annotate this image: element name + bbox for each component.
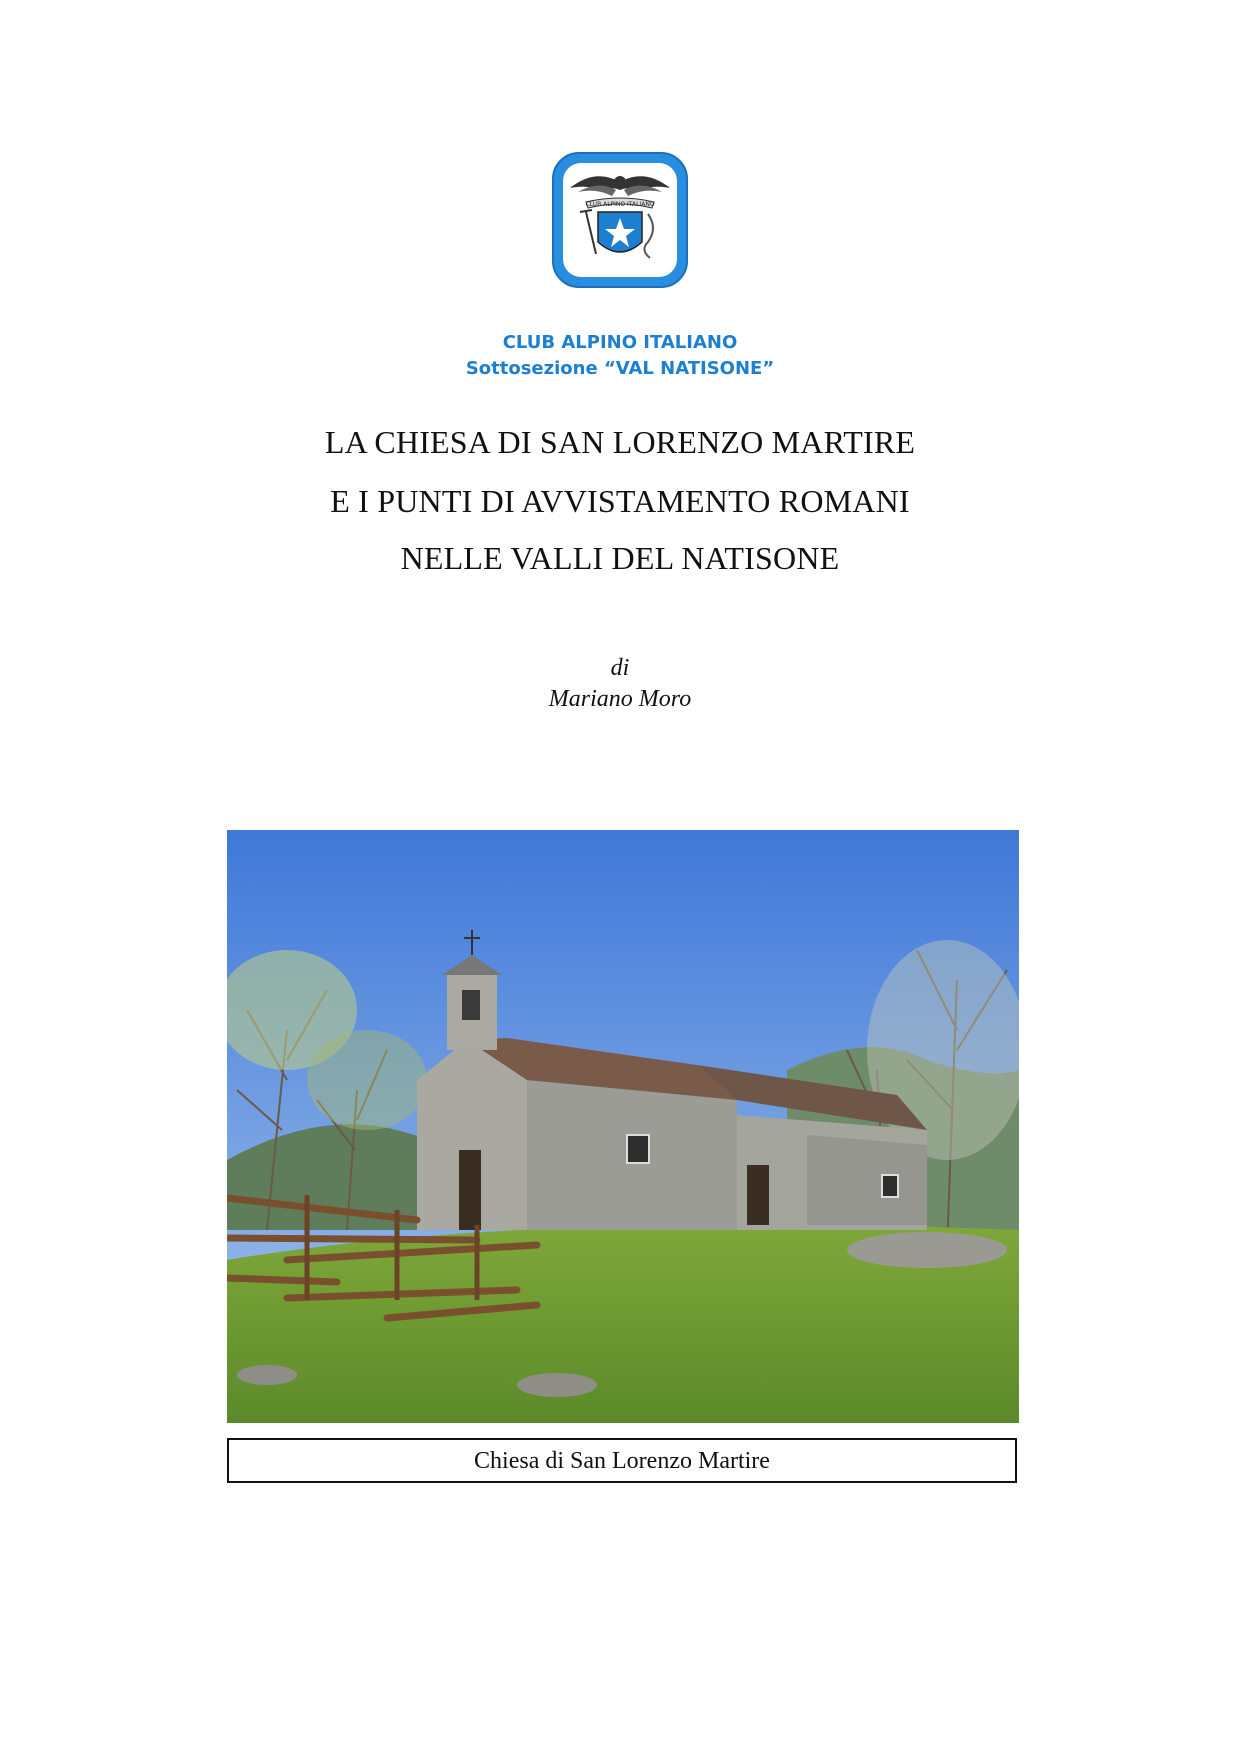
byline-prefix: di: [610, 655, 630, 681]
title-line-3: NELLE VALLI DEL NATISONE: [400, 540, 840, 576]
cai-eagle-star-emblem-icon: [550, 150, 690, 290]
church-photo: [227, 830, 1019, 1423]
photo-caption: Chiesa di San Lorenzo Martire: [227, 1438, 1017, 1483]
title-line-1: LA CHIESA DI SAN LORENZO MARTIRE: [324, 424, 916, 460]
author-name: Mariano Moro: [548, 686, 692, 712]
cai-logo: [550, 150, 690, 290]
org-name: CLUB ALPINO ITALIANO: [502, 332, 738, 353]
svg-text:CLUB ALPINO ITALIANO: CLUB ALPINO ITALIANO: [585, 201, 655, 208]
title-line-2: E I PUNTI DI AVVISTAMENTO ROMANI: [330, 483, 910, 519]
org-subsection: Sottosezione “VAL NATISONE”: [465, 358, 775, 379]
